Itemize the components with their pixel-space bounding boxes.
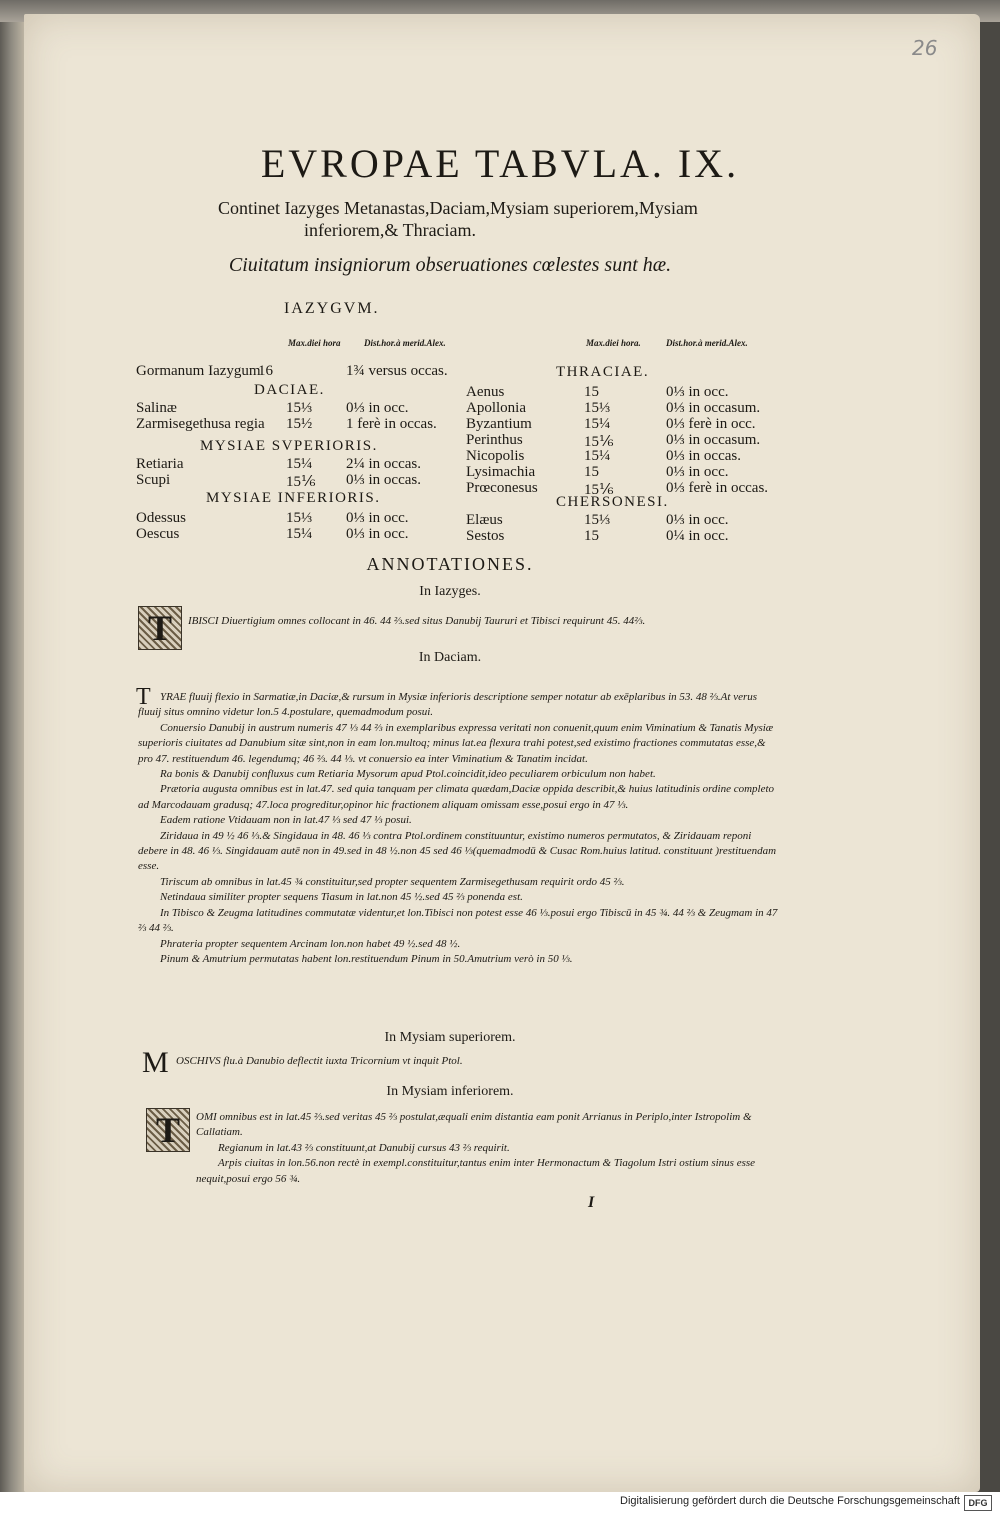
city-hour: 15 — [584, 384, 599, 400]
signature-mark: I — [588, 1194, 595, 1211]
note-paragraph: Phrateria propter sequentem Arcinam lon.non habet 49 ½.sed 48 ½. — [160, 937, 461, 950]
dfg-logo: DFG — [964, 1495, 992, 1511]
city-hour: 15⅙ — [584, 434, 614, 450]
city-name: Oescus — [136, 526, 180, 542]
section-heading-mysia-superior: In Mysiam superiorem. — [384, 1030, 516, 1045]
page-number: 26 — [912, 36, 938, 60]
note-paragraph: Tiriscum ab omnibus in lat.45 ¾ constituitur,sed propter sequentem Zarmisegethusam requirit ordo 45 ⅔. — [160, 875, 625, 888]
city-name: Byzantium — [466, 416, 532, 432]
city-name: Salinæ — [136, 400, 177, 416]
city-hour: 15¼ — [584, 416, 611, 432]
city-hour: 15⅓ — [584, 512, 611, 528]
decorated-initial: T — [146, 1108, 190, 1152]
subtitle-line-1: Continet Iazyges Metanastas,Daciam,Mysiam superiorem,Mysiam — [218, 198, 698, 218]
city-dist: 1 ferè in occas. — [346, 416, 437, 432]
section-title: MYSIAE INFERIORIS. — [206, 490, 381, 506]
note-paragraph: Pinum & Amutrium permutatas habent lon.restituendum Pinum in 50.Amutrium verò in 50 ⅓. — [160, 952, 573, 965]
city-dist: 0⅓ ferè in occas. — [666, 480, 769, 496]
section-title: DACIAE. — [254, 382, 325, 398]
city-name: Scupi — [136, 472, 171, 488]
decorated-initial: T — [138, 606, 182, 650]
note-paragraph: Arpis ciuitas in lon.56.non rectè in exempl.constituitur,tantus enim inter Hermonactum & Tiagolum Istri ostium sinus esse nequit,posui ergo 56 ¾. — [196, 1157, 756, 1185]
note-paragraph: Eadem ratione Vtidauam non in lat.47 ⅓ sed 47 ⅓ posui. — [160, 814, 412, 827]
city-hour: 15⅓ — [286, 400, 313, 416]
note-paragraph: YRAE fluuij flexio in Sarmatiæ,in Daciæ,& rursum in Mysiæ inferioris descriptione semper notatur ab exēplaribus in 53. 48 ⅔.At verus fluuij situs omnino videtur lon.5 4.postulare, quemadmodum posui. — [138, 691, 758, 719]
note-paragraph: Conuersio Danubij in austrum numeris 47 ⅓ 44 ⅔ in exemplaribus expressa veritati non conuenit,quum enim Viminatium & Tanatis Mysiæ superioris ciuitates ad Danubium sitæ sint,non in eam lon.multoq; minus lat.ea flexura trahi potest,sed existimo fractiones commutatas esse,& pro 47. restituendum 46. legendumq; 46 ⅔. 44 ⅓. vt conuersio ea inter Viminatium & Tanatim incidat. — [138, 721, 774, 765]
city-dist: 0⅓ in occ. — [666, 512, 729, 528]
page-title: EVROPAE TABVLA. IX. — [260, 141, 740, 186]
note-paragraph: Prætoria augusta omnibus est in lat.47. sed quia tanquam per climata quædam,Daciæ oppida describit,& huius latitudinis ordine completo ad Marcodauam gradusq; 47.loca progreditur,opinor hic fractionem aliquam omissam esse,posui ergo in 47 ⅓. — [138, 783, 775, 811]
city-dist: 0⅓ ferè in occ. — [666, 416, 756, 432]
city-name: Prœconesus — [466, 480, 538, 496]
city-hour: 15¼ — [584, 448, 611, 464]
column-header-left-hour: Max.diei hora — [288, 338, 341, 348]
column-header-right-dist: Dist.hor.à merid.Alex. — [666, 338, 748, 348]
mysia-inferior-notes — [196, 1110, 790, 1187]
city-dist: 0⅓ in occas. — [346, 472, 421, 488]
city-name: Perinthus — [466, 432, 523, 448]
city-name: Aenus — [466, 384, 505, 400]
city-dist: 0⅓ in occ. — [346, 526, 409, 542]
city-name: Lysimachia — [466, 464, 536, 480]
footer-credit: Digitalisierung gefördert durch die Deutsche Forschungsgemeinschaft — [620, 1495, 960, 1507]
city-hour: 15¼ — [286, 456, 313, 472]
section-title: MYSIAE SVPERIORIS. — [200, 438, 378, 454]
note-paragraph: Netindaua similiter propter sequens Tiasum in lat.non 45 ½.sed 45 ⅔ ponenda est. — [160, 891, 523, 904]
city-name: Nicopolis — [466, 448, 525, 464]
city-dist: 0⅓ in occasum. — [666, 400, 761, 416]
section-heading-daciam: In Daciam. — [418, 650, 482, 665]
city-dist: 0⅓ in occasum. — [666, 432, 761, 448]
subtitle-line-2: inferiorem,& Thraciam. — [303, 220, 477, 240]
section-title: CHERSONESI. — [556, 494, 669, 510]
city-name: Sestos — [466, 528, 505, 544]
note-paragraph: OMI omnibus est in lat.45 ⅔.sed veritas 45 ⅔ postulat,æquali enim distantia eam ponit Arrianus in Periplo,inter Istropolim & Callatiam. — [196, 1111, 752, 1139]
city-dist: 2¼ in occas. — [346, 456, 421, 472]
tibisci-paragraph: IBISCI Diuertigium omnes collocant in 46. 44 ⅔.sed situs Danubij Taururi et Tibisci requirunt 45. 44⅔. — [188, 615, 646, 627]
note-paragraph: Ra bonis & Danubij confluxus cum Retiaria Mysorum apud Ptol.coincidit,ideo peculiarem orbiculum non habet. — [160, 768, 656, 781]
annotationes-heading: ANNOTATIONES. — [366, 554, 534, 574]
city-hour: 15¼ — [286, 526, 313, 542]
column-header-left-dist: Dist.hor.à merid.Alex. — [364, 338, 446, 348]
city-hour: 15⅓ — [584, 400, 611, 416]
city-dist: 0⅓ in occ. — [346, 510, 409, 526]
city-name: Zarmisegethusa regia — [136, 416, 265, 432]
section-heading-iazyges: In Iazyges. — [419, 584, 481, 599]
city-hour: 15⅓ — [286, 510, 313, 526]
section-title: THRACIAE. — [556, 364, 650, 380]
moschius-paragraph: OSCHIVS flu.à Danubio deflectit iuxta Tricornium vt inquit Ptol. — [176, 1055, 463, 1067]
initial-letter: T — [136, 684, 151, 710]
city-name: Elæus — [466, 512, 503, 528]
initial-letter: M — [142, 1046, 169, 1079]
city-name: Gormanum Iazygum — [136, 363, 261, 379]
city-dist: 0⅓ in occas. — [666, 448, 741, 464]
observations-heading: Ciuitatum insigniorum obseruationes cœlestes sunt hæ. — [228, 254, 672, 276]
city-hour: 15 — [584, 464, 599, 480]
city-dist: 0⅓ in occ. — [666, 464, 729, 480]
city-name: Odessus — [136, 510, 187, 526]
iazygum-heading: IAZYGVM. — [284, 300, 380, 317]
city-hour: 15 — [584, 528, 599, 544]
city-dist: 0¼ in occ. — [666, 528, 729, 544]
city-name: Apollonia — [466, 400, 526, 416]
city-hour: 15½ — [286, 416, 313, 432]
footer-bar — [0, 1492, 1000, 1513]
city-name: Retiaria — [136, 456, 184, 472]
city-hour: 15⅙ — [286, 474, 316, 490]
note-paragraph: In Tibisco & Zeugma latitudines commutatæ videntur,et lon.Tibisci non potest esse 46 ⅓.posui ergo Tibiscū in 45 ¾. 44 ⅔ & Zeugmam in 47 ⅔ 44 ⅔. — [138, 906, 778, 935]
city-dist: 0⅓ in occ. — [346, 400, 409, 416]
note-paragraph: Ziridaua in 49 ½ 46 ⅓.& Singidaua in 48. 46 ⅓ contra Ptol.ordinem constituuntur, existimo numeros permutatos, & Ziridauam reponi debere in 48. 46 ⅓. Singidauam autē non in 49.sed in 48 ½.non 45 sed 46 ⅓(quemadmodū & Cusac Rom.huius latitud. constituunt )restituendam esse. — [138, 829, 777, 873]
note-paragraph: Regianum in lat.43 ⅔ constituunt,at Danubij cursus 43 ⅔ requirit. — [218, 1141, 510, 1154]
city-hour: 15⅙ — [584, 482, 614, 498]
city-dist: 0⅓ in occ. — [666, 384, 729, 400]
city-hour: 16 — [258, 363, 273, 379]
section-heading-mysia-inferior: In Mysiam inferiorem. — [386, 1084, 514, 1099]
city-dist: 1¾ versus occas. — [346, 363, 448, 379]
column-header-right-hour: Max.diei hora. — [586, 338, 641, 348]
daciam-notes — [138, 690, 778, 967]
